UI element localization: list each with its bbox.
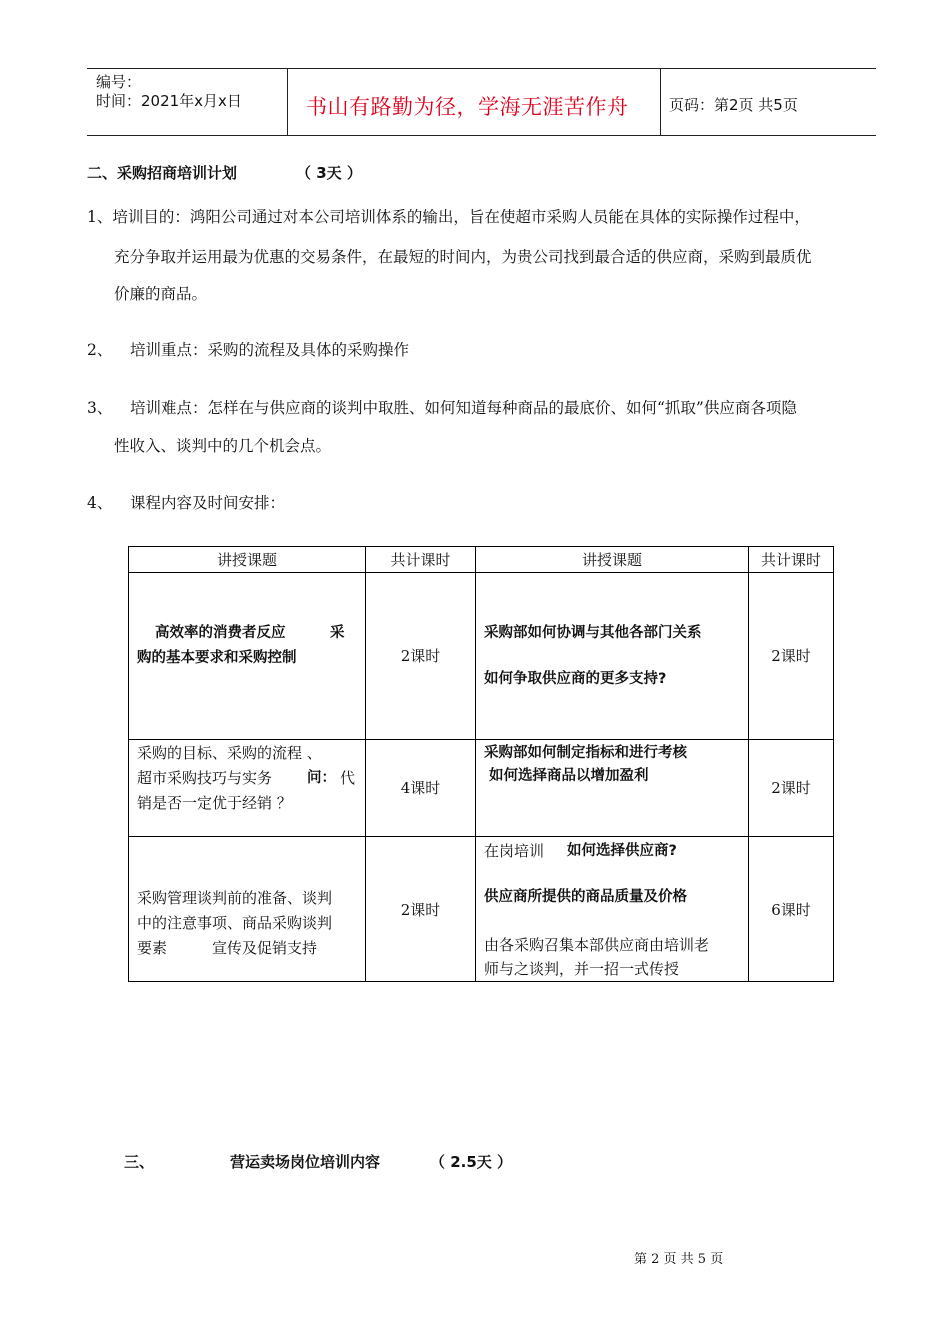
- document-number-label: 编号：: [96, 73, 142, 91]
- row3-left-line1: 采购管理谈判前的准备、谈判: [137, 889, 333, 907]
- row1-left-line1: 高效率的消费者反应: [155, 625, 286, 641]
- header-top-rule: [87, 68, 876, 69]
- item3-line1: 培训难点：怎样在与供应商的谈判中取胜、如何知道每种商品的最底价、如何“抓取”供应商各项隐: [130, 399, 797, 417]
- item2-text: 培训重点：采购的流程及具体的采购操作: [130, 341, 410, 359]
- section-duration: （ 3天 ）: [296, 164, 362, 182]
- row3-right-line3: 由各采购召集本部供应商由培训老: [484, 936, 710, 954]
- header-divider-left: [287, 68, 288, 136]
- item1-line3: 价廉的商品。: [114, 285, 208, 303]
- item4-number: 4、: [87, 494, 113, 512]
- section3-title: 营运卖场岗位培训内容: [230, 1153, 381, 1171]
- row2-left-line3: 销是否一定优于经销 ？: [137, 794, 292, 812]
- header-motto: 书山有路勤为径，学海无涯苦作舟: [306, 95, 629, 119]
- row3-right-line1a: 在岗培训: [484, 842, 545, 860]
- header-page-label: 页码：第2页 共5页: [669, 96, 798, 114]
- item3-number: 3、: [87, 399, 113, 417]
- item1-line2: 充分争取并运用最为优惠的交易条件，在最短的时间内，为贵公司找到最合适的供应商，采购到最质优: [114, 248, 812, 266]
- section-title: 二、采购招商培训计划: [87, 164, 238, 182]
- header-divider-right: [660, 68, 661, 136]
- row3-left-line3a: 要素: [137, 939, 168, 957]
- row3-left-line2: 中的注意事项、商品采购谈判: [137, 914, 333, 932]
- row1-left-hours: 2课时: [400, 647, 441, 665]
- document-time-label: 时间：2021年x月x日: [96, 92, 242, 110]
- item4-text: 课程内容及时间安排：: [130, 494, 286, 512]
- item2-number: 2、: [87, 341, 113, 359]
- row1-left-line2: 购的基本要求和采购控制: [137, 650, 297, 666]
- row1-right-hours: 2课时: [771, 647, 811, 665]
- row3-right-hours: 6课时: [771, 901, 811, 919]
- table-header-hours: 共计课时: [760, 551, 821, 569]
- table-header-topic: 讲授课题: [216, 551, 277, 569]
- table-cell: [475, 572, 749, 740]
- row2-left-hours: 4课时: [400, 779, 441, 797]
- row2-left-line2a: 超市采购技巧与实务: [137, 769, 273, 787]
- row3-left-line3b: 宣传及促销支持: [212, 939, 318, 957]
- row2-left-line2c: 代: [340, 769, 356, 787]
- item1-line1: 1、培训目的：鸿阳公司通过对本公司培训体系的输出，旨在使超市采购人员能在具体的实际操作过程中，: [87, 208, 810, 226]
- section3-number: 三、: [124, 1153, 155, 1171]
- table-header-hours: 共计课时: [390, 551, 451, 569]
- row2-right-line1: 采购部如何制定指标和进行考核: [484, 745, 687, 761]
- row2-left-line1: 采购的目标、采购的流程 、: [137, 744, 322, 762]
- row3-right-line2: 供应商所提供的商品质量及价格: [484, 889, 687, 905]
- row3-left-hours: 2课时: [400, 901, 441, 919]
- row1-right-line2: 如何争取供应商的更多支持?: [484, 671, 667, 687]
- row1-right-line1: 采购部如何协调与其他各部门关系: [484, 625, 702, 641]
- row2-left-line2b: 问：: [307, 770, 336, 786]
- item3-line2: 性收入、谈判中的几个机会点。: [114, 437, 332, 455]
- page-footer: 第 2 页 共 5 页: [634, 1252, 724, 1267]
- row2-right-line2: 如何选择商品以增加盈利: [489, 768, 649, 784]
- row2-right-hours: 2课时: [771, 779, 811, 797]
- row3-right-line1b: 如何选择供应商?: [567, 843, 677, 859]
- section3-duration: （ 2.5天 ）: [430, 1153, 513, 1171]
- row1-left-line1b: 采: [330, 625, 345, 641]
- header-bottom-rule: [87, 135, 876, 136]
- row3-right-line4: 师与之谈判，并一招一式传授: [484, 960, 680, 978]
- table-header-topic: 讲授课题: [581, 551, 642, 569]
